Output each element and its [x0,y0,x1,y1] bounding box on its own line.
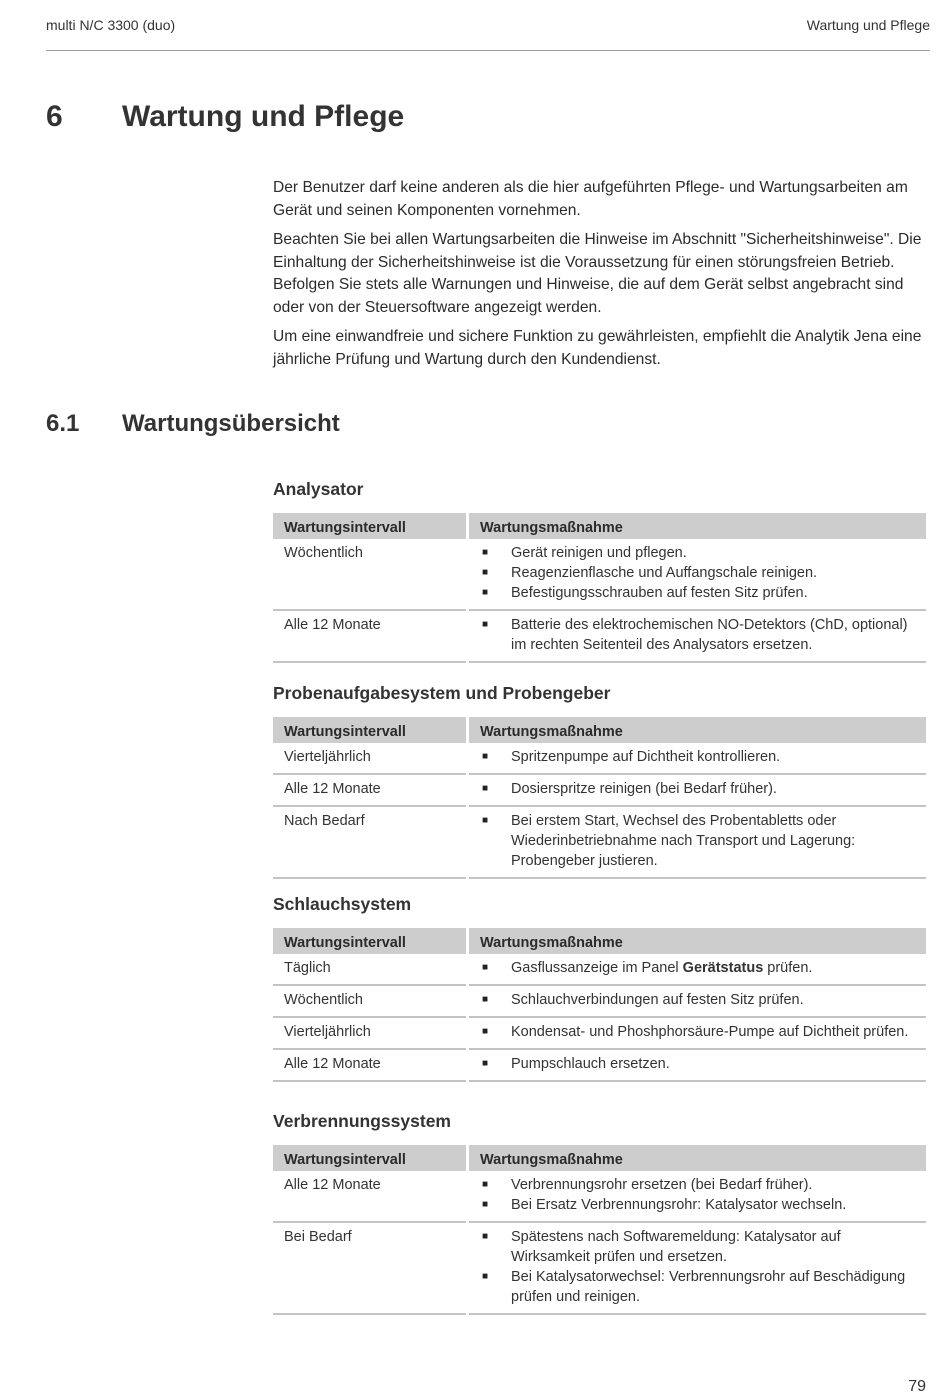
measure-item: ■ Bei Katalysatorwechsel: Verbrennungsrohr auf Beschädigung prüfen und reinigen. [480,1267,915,1307]
measure-item: ■ Befestigungsschrauben auf festen Sitz prüfen. [480,583,915,603]
table-row [273,1050,926,1082]
measure-cell [469,954,926,986]
measure-item [480,958,915,978]
maintenance-table [270,717,929,879]
interval-cell: Alle 12 Monate [273,775,466,807]
section-title: Wartungsübersicht [122,410,340,437]
interval-cell: Nach Bedarf [273,807,466,879]
maintenance-table [270,513,929,663]
group-analysator [273,477,926,663]
section-number: 6.1 [46,410,80,437]
measure-cell [469,986,926,1018]
table-header-row [273,513,926,539]
column-header-measure: Wartungsmaßnahme [469,717,926,743]
measure-cell [469,807,926,879]
measure-item: ■ Gerät reinigen und pflegen. [480,543,915,563]
page-header [46,14,930,51]
measure-item: ■ Kondensat- und Phoshphorsäure-Pumpe auf Dichtheit prüfen. [480,1022,915,1042]
column-header-measure: Wartungsmaßnahme [469,928,926,954]
interval-cell: Täglich [273,954,466,986]
measure-text: prüfen. [763,960,813,976]
group-title: Verbrennungssystem [273,1111,451,1131]
table-row [273,743,926,775]
intro-paragraph: Um eine einwandfreie und sichere Funktion zu gewährleisten, empfiehlt die Analytik Jena eine jährliche Prüfung und Wartung durch den Kundendienst. [273,328,922,368]
maintenance-table [270,1145,929,1315]
chapter-number: 6 [46,100,63,133]
column-header-interval: Wartungsintervall [273,1145,466,1171]
measure-cell [469,1223,926,1315]
maintenance-table [270,928,929,1082]
measure-cell [469,1171,926,1223]
measure-item: ■ Verbrennungsrohr ersetzen (bei Bedarf früher). [480,1175,915,1195]
table-row [273,954,926,986]
interval-cell: Vierteljährlich [273,743,466,775]
header-chapter-name: Wartung und Pflege [806,17,930,33]
intro-text [273,177,923,378]
measure-item: ■ Bei erstem Start, Wechsel des Probentabletts oder Wiederinbetriebnahme nach Transport und Lagerung: Probengeber justieren. [480,811,915,871]
measure-item: ■ Dosierspritze reinigen (bei Bedarf früher). [480,779,915,799]
intro-paragraph: Der Benutzer darf keine anderen als die hier aufgeführten Pflege- und Wartungsarbeiten am Gerät und seinen Komponenten vornehmen. [273,179,908,219]
interval-cell: Wöchentlich [273,539,466,611]
table-row [273,807,926,879]
page-number: 79 [908,1378,926,1395]
column-header-measure: Wartungsmaßnahme [469,1145,926,1171]
interval-cell: Vierteljährlich [273,1018,466,1050]
intro-paragraph: Beachten Sie bei allen Wartungsarbeiten die Hinweise im Abschnitt "Sicherheitshinweise". Die Einhaltung der Sicherheitshinweise ist die Voraussetzung für einen störungsfreien Betrieb. Befolgen Sie stets alle Warnungen und Hinweise, die auf dem Gerät selbst angebracht sind oder von der Steuersoftware angezeigt werden. [273,231,922,316]
interval-cell: Alle 12 Monate [273,611,466,663]
measure-cell [469,1050,926,1082]
group-title: Probenaufgabesystem und Probengeber [273,683,611,703]
table-header-row [273,1145,926,1171]
measure-cell [469,1018,926,1050]
table-header-row [273,717,926,743]
table-row [273,1171,926,1223]
measure-item: ■ Schlauchverbindungen auf festen Sitz prüfen. [480,990,915,1010]
measure-item: ■ Bei Ersatz Verbrennungsrohr: Katalysator wechseln. [480,1195,915,1215]
measure-cell [469,743,926,775]
measure-item: ■ Spätestens nach Softwaremeldung: Katalysator auf Wirksamkeit prüfen und ersetzen. [480,1227,915,1267]
measure-item: ■ Spritzenpumpe auf Dichtheit kontrollieren. [480,747,915,767]
column-header-interval: Wartungsintervall [273,928,466,954]
group-verbrennungssystem [273,1109,926,1315]
interval-cell: Wöchentlich [273,986,466,1018]
measure-cell [469,775,926,807]
interval-cell: Alle 12 Monate [273,1050,466,1082]
table-row [273,539,926,611]
measure-cell [469,611,926,663]
measure-item: ■ Reagenzienflasche und Auffangschale reinigen. [480,563,915,583]
header-product-name: multi N/C 3300 (duo) [46,17,176,33]
measure-item: ■ Batterie des elektrochemischen NO-Detektors (ChD, optional) im rechten Seitenteil des Analysators ersetzen. [480,615,915,655]
measure-text: Gasflussanzeige im Panel [511,960,683,976]
table-row [273,775,926,807]
group-title: Analysator [273,479,364,499]
measure-cell [469,539,926,611]
measure-item: ■ Pumpschlauch ersetzen. [480,1054,915,1074]
column-header-interval: Wartungsintervall [273,717,466,743]
chapter-title: Wartung und Pflege [122,100,405,133]
group-title: Schlauchsystem [273,894,412,914]
group-schlauchsystem [273,892,926,1082]
interval-cell: Bei Bedarf [273,1223,466,1315]
column-header-interval: Wartungsintervall [273,513,466,539]
table-row [273,986,926,1018]
table-row [273,611,926,663]
column-header-measure: Wartungsmaßnahme [469,513,926,539]
table-row [273,1223,926,1315]
interval-cell: Alle 12 Monate [273,1171,466,1223]
group-probenaufgabesystem [273,681,926,879]
panel-name: Gerätstatus [682,960,764,976]
table-row [273,1018,926,1050]
table-header-row [273,928,926,954]
